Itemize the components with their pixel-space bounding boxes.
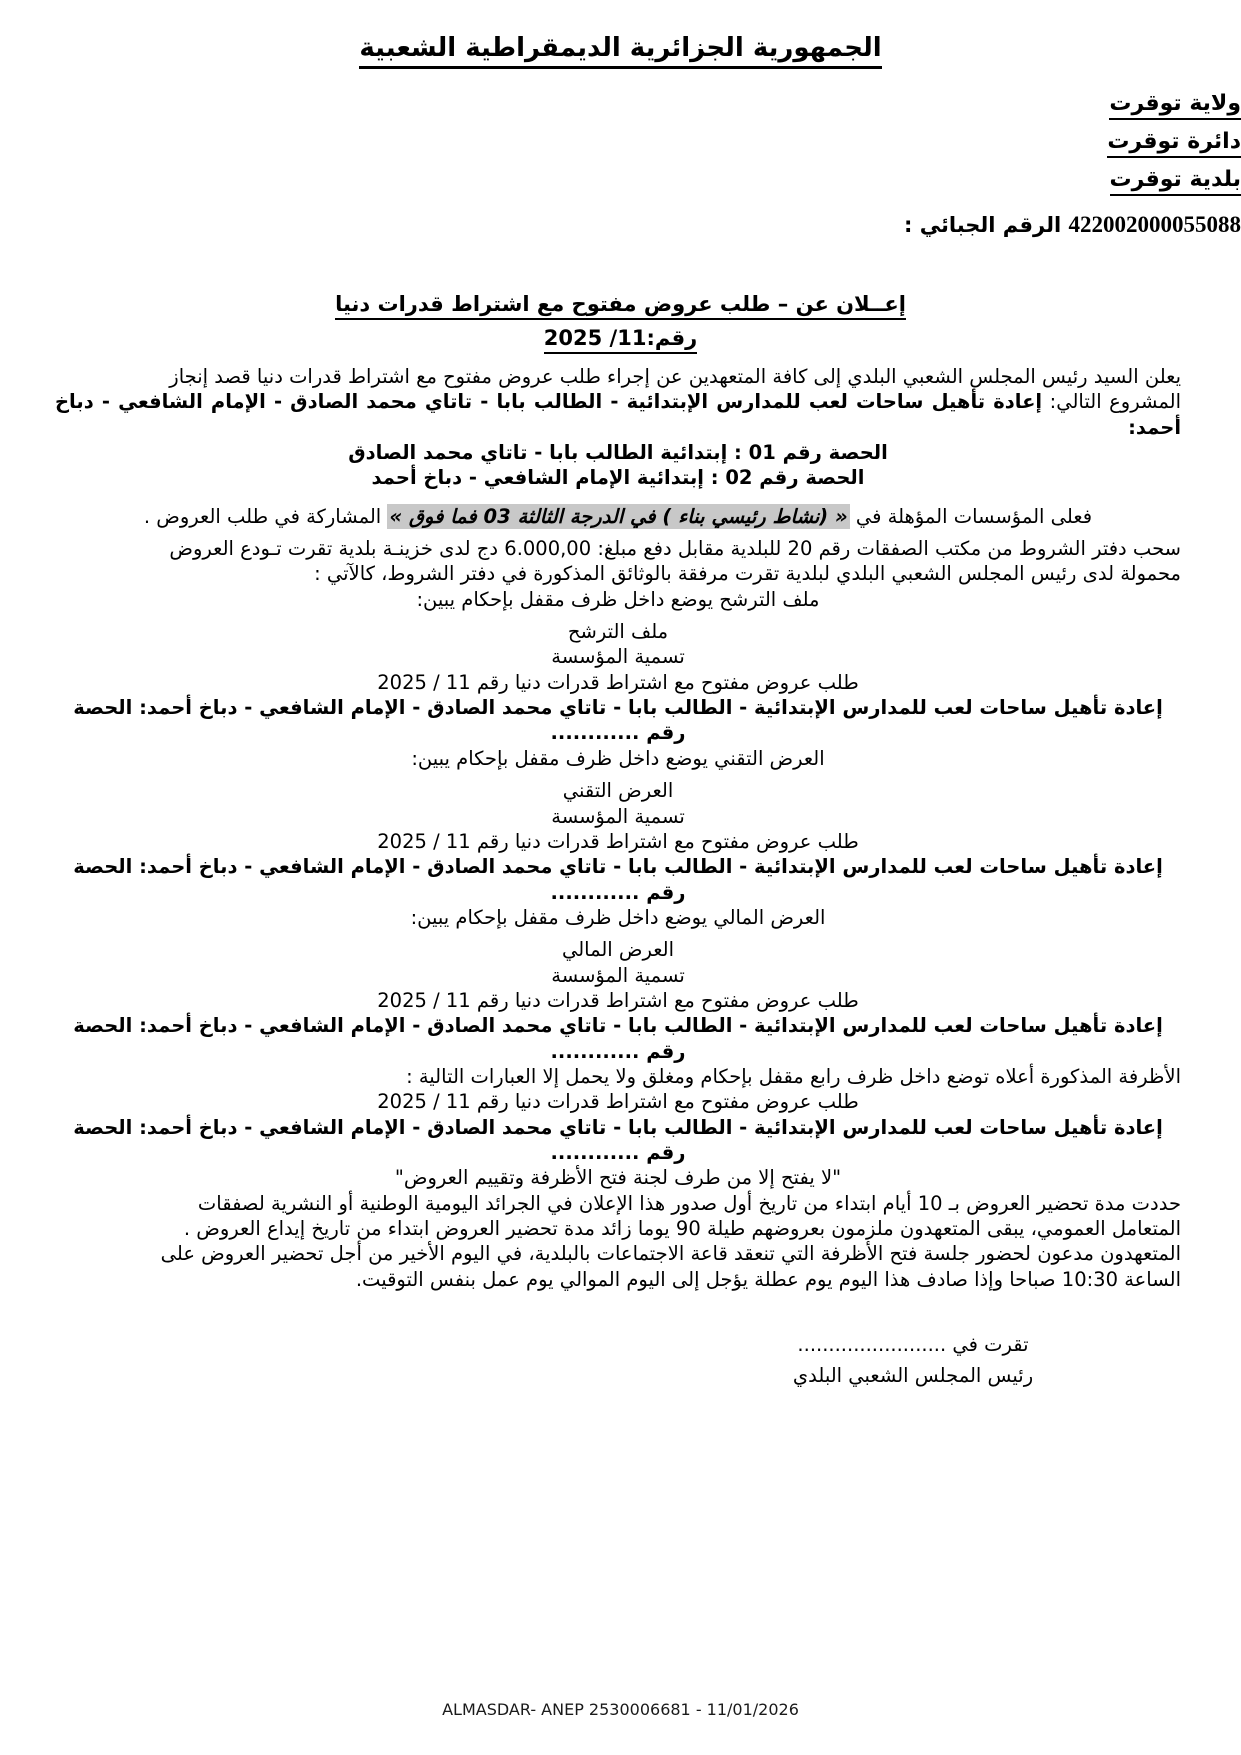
envelope-3-header: العرض المالي يوضع داخل ظرف مقفل بإحكام يبين: <box>410 905 826 929</box>
envelope-1-line-4: إعادة تأهيل ساحات لعب للمدارس الإبتدائية - الطالب بابا - تاتاي محمد الصادق - الإمام الشافعي - دباخ أحمد: الحصة رقم ............ <box>73 696 1163 745</box>
administrative-block <box>0 91 1241 238</box>
envelope-3-line-3: طلب عروض مفتوح مع اشتراط قدرات دنيا رقم 11 / 2025 <box>377 988 859 1012</box>
envelope-1-header: ملف الترشح يوضع داخل ظرف مقفل بإحكام يبين: <box>416 587 820 611</box>
envelope-2-line-4: إعادة تأهيل ساحات لعب للمدارس الإبتدائية - الطالب بابا - تاتاي محمد الصادق - الإمام الشافعي - دباخ أحمد: الحصة رقم ............ <box>73 855 1163 904</box>
baladiya-text: بلدية توقرت <box>1110 167 1241 196</box>
envelope-2-header: العرض التقني يوضع داخل ظرف مقفل بإحكام يبين: <box>411 746 825 770</box>
envelope-3-line-4: إعادة تأهيل ساحات لعب للمدارس الإبتدائية - الطالب بابا - تاتاي محمد الصادق - الإمام الشافعي - دباخ أحمد: الحصة رقم ............ <box>73 1014 1163 1063</box>
qualification-highlight: « (نشاط رئيسي بناء ) في الدرجة الثالثة 03 فما فوق » <box>389 504 848 528</box>
signature-block <box>55 1332 1181 1389</box>
deadline-line-4: الساعة 10:30 صباحا وإذا صادف هذا اليوم يوم عطلة يؤجل إلى اليوم الموالي يوم عمل بنفس التوقيت. <box>355 1267 1181 1291</box>
announcement-title-text: إعــلان عن – طلب عروض مفتوح مع اشتراط قدرات دنيا <box>335 292 906 320</box>
announcement-number-text: رقم:11/ 2025 <box>544 326 697 354</box>
signature-signer: رئيس المجلس الشعبي البلدي <box>792 1364 1034 1388</box>
page-footer <box>0 1700 1241 1719</box>
qualification-paragraph <box>55 504 1181 529</box>
envelope-3-line-2: تسمية المؤسسة <box>551 963 685 987</box>
envelope-1-line-2: تسمية المؤسسة <box>551 645 685 669</box>
envelope-1-line-3: طلب عروض مفتوح مع اشتراط قدرات دنيا رقم 11 / 2025 <box>377 670 859 694</box>
national-header <box>0 33 1241 69</box>
tax-number-label: الرقم الجبائي : <box>903 213 1062 237</box>
envelope-2-line-1: العرض التقني <box>562 779 674 803</box>
envelope-2-line-3: طلب عروض مفتوح مع اشتراط قدرات دنيا رقم 11 / 2025 <box>377 829 859 853</box>
envelope-1-line-1: ملف الترشح <box>567 620 669 644</box>
qualification-prefix: فعلى المؤسسات المؤهلة في <box>855 504 1093 528</box>
envelope-3-line-1: العرض المالي <box>561 938 675 962</box>
envelope-2-line-2: تسمية المؤسسة <box>551 804 685 828</box>
intro-project-name: إعادة تأهيل ساحات لعب للمدارس الإبتدائية - الطالب بابا - تاتاي محمد الصادق - الإمام الشافعي - دباخ أحمد: <box>55 390 1181 439</box>
wilaya-text: ولاية توقرت <box>1109 91 1241 120</box>
lot-1-line: الحصة رقم 01 : إبتدائية الطالب بابا - تاتاي محمد الصادق <box>348 441 888 465</box>
wilaya-line <box>0 91 1241 120</box>
intro-project-line <box>55 389 1181 440</box>
tax-number-line <box>0 212 1241 238</box>
announcement-title <box>0 292 1241 320</box>
deadline-line-3: المتعهدون مدعون لحضور جلسة فتح الأظرفة التي تنعقد قاعة الاجتماعات بالبلدية، في اليوم الأخير من أجل تحضير العروض على <box>160 1242 1181 1266</box>
intro-project-prefix: المشروع التالي: <box>1049 390 1181 414</box>
document-body <box>55 364 1181 1389</box>
baladiya-line <box>0 167 1241 196</box>
outer-envelope-sealed-note: "لا يفتح إلا من طرف لجنة فتح الأظرفة وتقييم العروض" <box>394 1166 842 1190</box>
announcement-number <box>0 326 1241 354</box>
conditions-line1: سحب دفتر الشروط من مكتب الصفقات رقم 20 للبلدية مقابل دفع مبلغ: 6.000,00 دج لدى خزينـة بلدية تقرت تـودع العروض <box>169 537 1181 561</box>
daira-line <box>0 129 1241 158</box>
daira-text: دائرة توقرت <box>1107 129 1241 158</box>
signature-place: تقرت في ........................ <box>797 1333 1029 1357</box>
outer-envelope-header: الأظرفة المذكورة أعلاه توضع داخل ظرف رابع مقفل بإحكام ومغلق ولا يحمل إلا العبارات التالية : <box>406 1064 1181 1088</box>
deadline-line-2: المتعامل العمومي، يبقى المتعهدون ملزمون بعروضهم طيلة 90 يوما زائد مدة تحضير العروض ابتداء من تاريخ إيداع العروض . <box>183 1217 1181 1240</box>
conditions-line2: محمولة لدى رئيس المجلس الشعبي البلدي لبلدية تقرت مرفقة بالوثائق المذكورة في دفتر الشروط، كالآتي : <box>314 562 1181 586</box>
intro-paragraph-line1: يعلن السيد رئيس المجلس الشعبي البلدي إلى كافة المتعهدين عن إجراء طلب عروض مفتوح مع اشتراط قدرات دنيا قصد إنجاز <box>169 365 1181 388</box>
footer-text: ALMASDAR- ANEP 2530006681 - 11/01/2026 <box>442 1700 799 1719</box>
qualification-suffix: المشاركة في طلب العروض . <box>143 504 382 528</box>
lot-2-line: الحصة رقم 02 : إبتدائية الإمام الشافعي - دباخ أحمد <box>371 466 865 490</box>
outer-envelope-line-1: طلب عروض مفتوح مع اشتراط قدرات دنيا رقم 11 / 2025 <box>377 1090 859 1114</box>
tax-number-value: 422002000055088 <box>1068 212 1241 237</box>
national-header-text: الجمهورية الجزائرية الديمقراطية الشعبية <box>359 33 881 69</box>
deadline-line-1: حددت مدة تحضير العروض بـ 10 أيام ابتداء من تاريخ أول صدور هذا الإعلان في الجرائد اليومية الوطنية أو النشرية لصفقات <box>197 1191 1181 1215</box>
outer-envelope-line-2: إعادة تأهيل ساحات لعب للمدارس الإبتدائية - الطالب بابا - تاتاي محمد الصادق - الإمام الشافعي - دباخ أحمد: الحصة رقم ............ <box>73 1115 1163 1164</box>
